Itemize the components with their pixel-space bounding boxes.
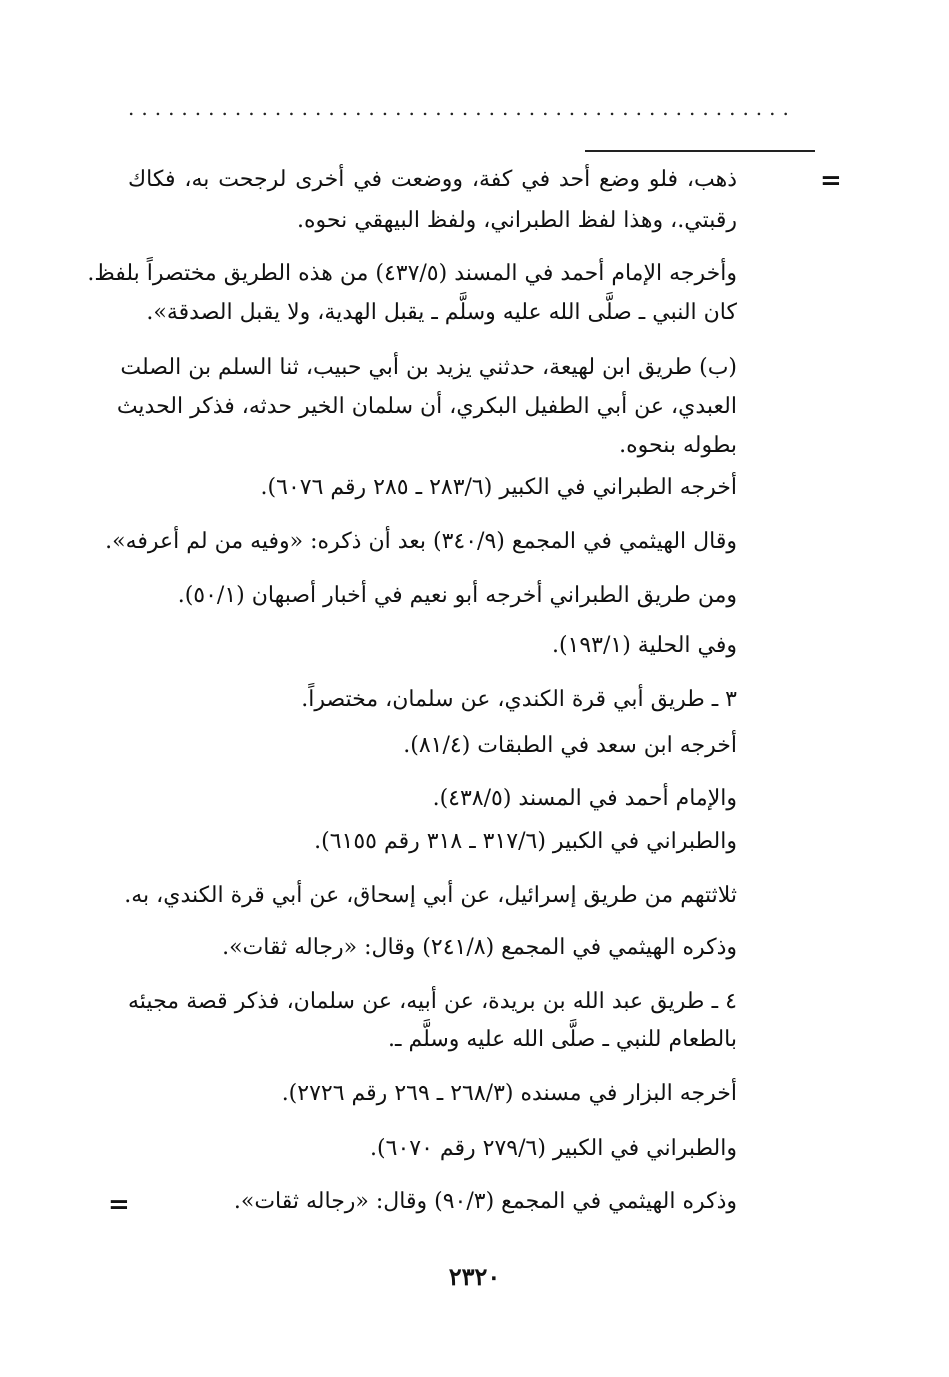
- text-line-11: وفي الحلية (١٩٣/١).: [551, 633, 737, 658]
- header-dotted-rule: ..................................................: [128, 96, 796, 120]
- text-line-14: والإمام أحمد في المسند (٤٣٨/٥).: [432, 786, 737, 811]
- text-line-22: وذكره الهيثمي في المجمع (٩٠/٣) وقال: «رجاله ثقات».: [233, 1189, 737, 1214]
- text-line-21: والطبراني في الكبير (٢٧٩/٦ رقم ٦٠٧٠).: [370, 1136, 737, 1161]
- text-line-9: وقال الهيثمي في المجمع (٣٤٠/٩) بعد أن ذكره: «وفيه من لم أعرفه».: [105, 529, 737, 554]
- text-line-8: أخرجه الطبراني في الكبير (٢٨٣/٦ ـ ٢٨٥ رقم ٦٠٧٦).: [260, 475, 737, 500]
- text-line-3: وأخرجه الإمام أحمد في المسند (٤٣٧/٥) من هذه الطريق مختصراً بلفظ.: [87, 261, 737, 286]
- text-line-17: وذكره الهيثمي في المجمع (٢٤١/٨) وقال: «رجاله ثقات».: [222, 935, 737, 960]
- footnote-separator-line: [585, 150, 815, 152]
- text-line-10: ومن طريق الطبراني أخرجه أبو نعيم في أخبار أصبهان (٥٠/١).: [177, 583, 737, 608]
- text-line-4: كان النبي ـ صلَّى الله عليه وسلَّم ـ يقبل الهدية، ولا يقبل الصدقة».: [146, 300, 737, 325]
- text-line-20: أخرجه البزار في مسنده (٢٦٨/٣ ـ ٢٦٩ رقم ٢٧٢٦).: [281, 1081, 737, 1106]
- page-number: ٢٣٢٠: [448, 1262, 501, 1291]
- text-line-7: بطوله بنحوه.: [619, 433, 737, 458]
- text-line-16: ثلاثتهم من طريق إسرائيل، عن أبي إسحاق، عن أبي قرة الكندي، به.: [124, 883, 737, 908]
- text-line-12: ٣ ـ طريق أبي قرة الكندي، عن سلمان، مختصراً.: [301, 687, 737, 712]
- text-line-6: العبدي، عن أبي الطفيل البكري، أن سلمان الخير حدثه، فذكر الحديث: [116, 394, 737, 419]
- text-line-13: أخرجه ابن سعد في الطبقات (٨١/٤).: [403, 733, 737, 758]
- text-line-2: رقبتي.، وهذا لفظ الطبراني، ولفظ البيهقي نحوه.: [297, 208, 737, 233]
- text-line-19: بالطعام للنبي ـ صلَّى الله عليه وسلَّم ـ.: [388, 1027, 737, 1052]
- text-line-15: والطبراني في الكبير (٣١٧/٦ ـ ٣١٨ رقم ٦١٥٥).: [314, 829, 737, 854]
- continuation-mark-bottom: =: [108, 1190, 130, 1220]
- continuation-mark-top: =: [820, 166, 842, 196]
- text-line-1: ذهب، فلو وضع أحد في كفة، ووضعت في أخرى لرجحت به، فكاك: [128, 167, 737, 192]
- text-line-5: (ب) طريق ابن لهيعة، حدثني يزيد بن أبي حبيب، ثنا السلم بن الصلت: [120, 355, 737, 380]
- text-line-18: ٤ ـ طريق عبد الله بن بريدة، عن أبيه، عن سلمان، فذكر قصة مجيئه: [128, 989, 737, 1014]
